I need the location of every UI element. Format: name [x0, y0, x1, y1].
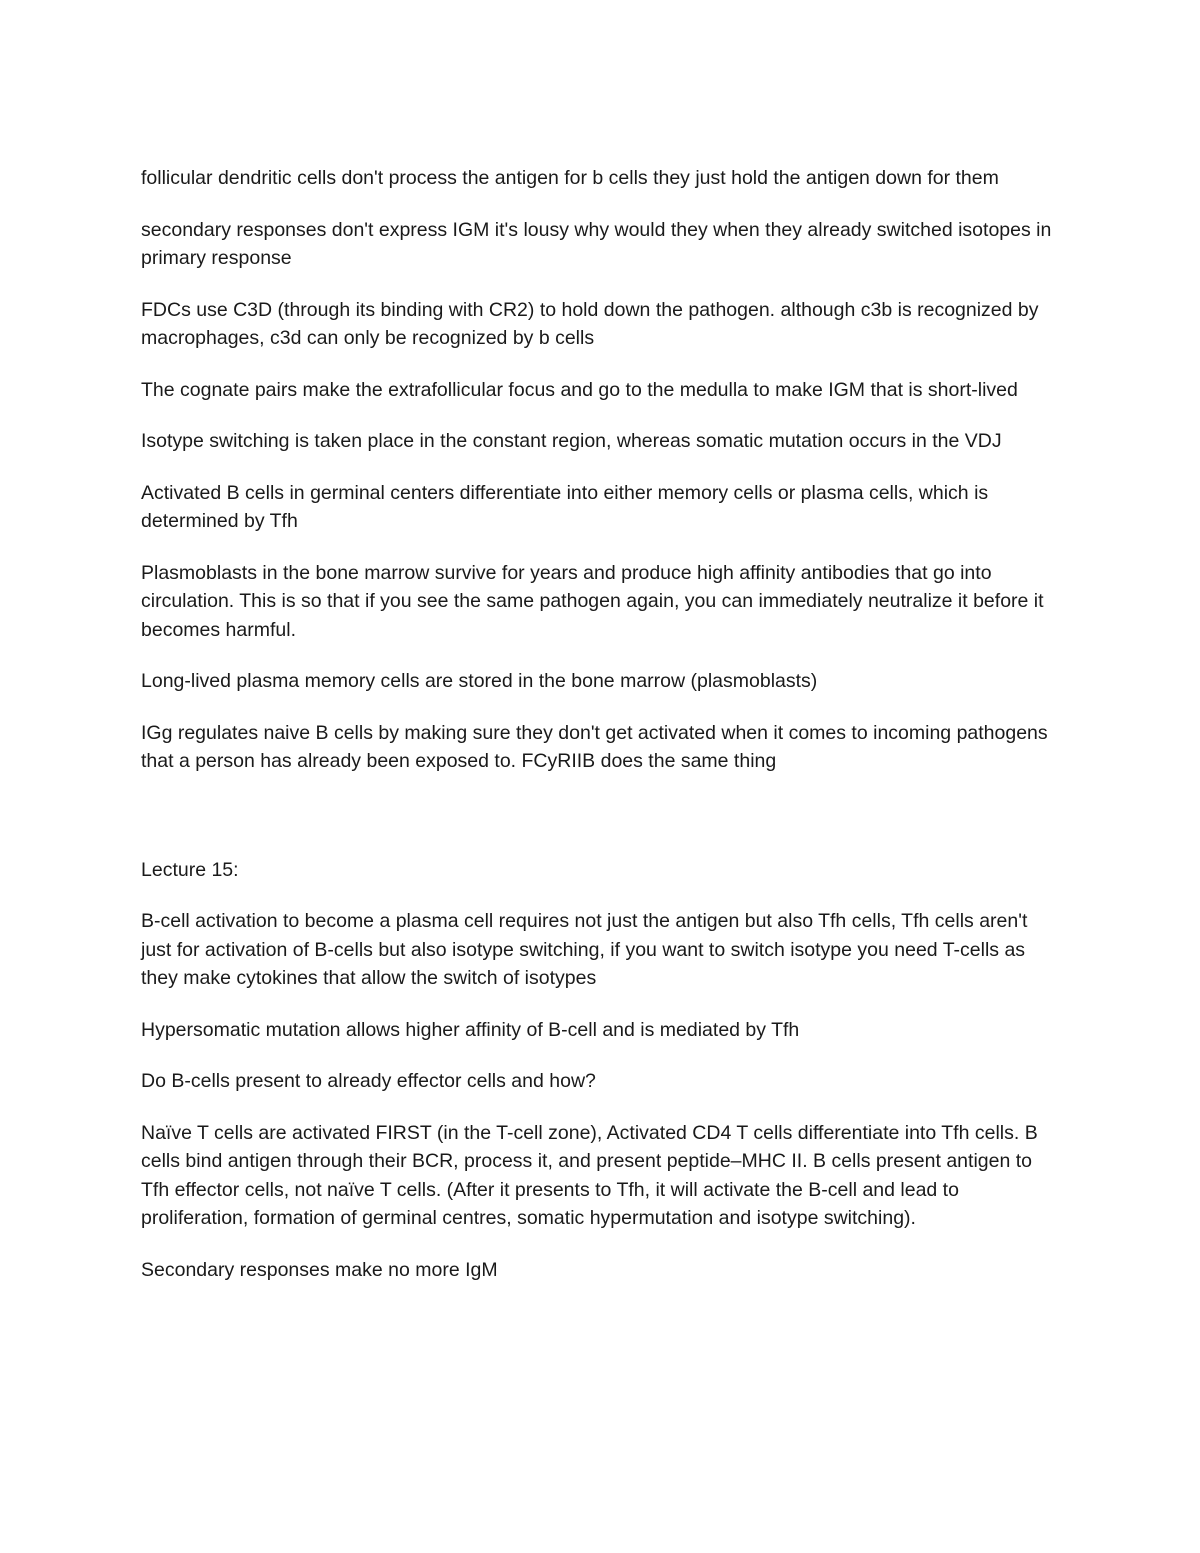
document-body	[141, 164, 1061, 1307]
paragraph-naive-t-cells: Naïve T cells are activated FIRST (in the T-cell zone), Activated CD4 T cells differentiate into Tfh cells. B cells bind antigen through their BCR, process it, and present peptide–MHC II. B cells present antigen to Tfh effector cells, not naïve T cells. (After it presents to Tfh, it will activate the B-cell and lead to proliferation, formation of germinal centres, somatic hypermutation and isotype switching).	[141, 1121, 1038, 1229]
paragraph-germinal-centers: Activated B cells in germinal centers differentiate into either memory cells or plasma cells, which is determined by Tfh	[141, 481, 989, 532]
section-heading: Lecture 15:	[141, 858, 239, 881]
paragraph-fdc-antigen: follicular dendritic cells don't process the antigen for b cells they just hold the antigen down for them	[141, 167, 999, 189]
paragraph-fdc-c3d: FDCs use C3D (through its binding with CR2) to hold down the pathogen. although c3b is recognized by macrophages, c3d can only be recognized by b cells	[141, 298, 1039, 349]
paragraph-secondary-igm: secondary responses don't express IGM it's lousy why would they when they already switched isotopes in primary response	[141, 218, 1052, 269]
paragraph-question: Do B-cells present to already effector cells and how?	[141, 1070, 596, 1092]
paragraph-igg-regulation: IGg regulates naive B cells by making sure they don't get activated when it comes to incoming pathogens that a person has already been exposed to. FCyRIIB does the same thing	[141, 721, 1048, 772]
paragraph-bcell-activation: B-cell activation to become a plasma cell requires not just the antigen but also Tfh cells, Tfh cells aren't just for activation of B-cells but also isotype switching, if you want to switch isotype you need T-cells as they make cytokines that allow the switch of isotypes	[141, 910, 1028, 989]
paragraph-hypersomatic-mutation: Hypersomatic mutation allows higher affinity of B-cell and is mediated by Tfh	[141, 1018, 800, 1041]
blank-space	[141, 799, 1061, 856]
paragraph-long-lived-plasma: Long-lived plasma memory cells are stored in the bone marrow (plasmoblasts)	[141, 670, 818, 692]
paragraph-cognate-pairs: The cognate pairs make the extrafollicular focus and go to the medulla to make IGM that is short-lived	[141, 378, 1018, 401]
paragraph-plasmoblasts: Plasmoblasts in the bone marrow survive for years and produce high affinity antibodies that go into circulation. This is so that if you see the same pathogen again, you can immediately neutralize it before it becomes harmful.	[141, 561, 1044, 641]
paragraph-secondary-responses: Secondary responses make no more IgM	[141, 1258, 498, 1281]
paragraph-isotype-switching: Isotype switching is taken place in the constant region, whereas somatic mutation occurs in the VDJ	[141, 430, 1002, 452]
